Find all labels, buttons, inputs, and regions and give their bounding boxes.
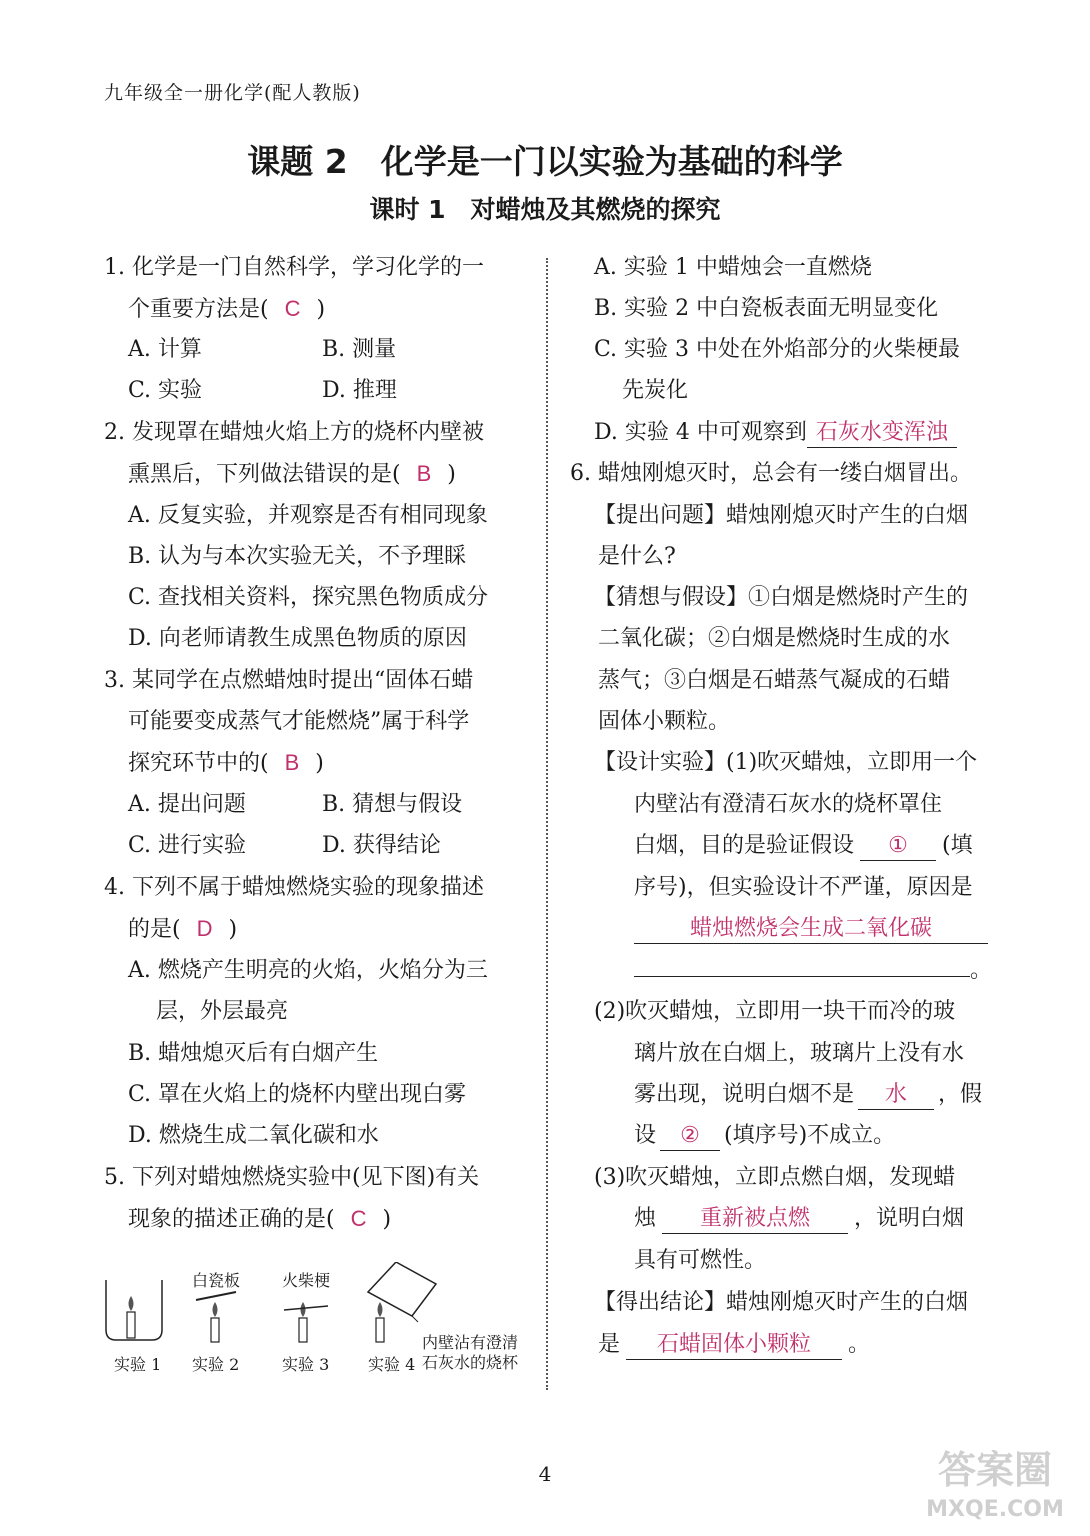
question-text: 个重要方法是( C ): [128, 296, 326, 322]
section-question-cont: 是什么?: [598, 544, 676, 569]
label-beaker-2: 石灰水的烧杯: [422, 1353, 519, 1372]
section-design: 【设计实验】(1)吹灭蜡烛，立即用一个: [594, 750, 978, 775]
section-question: 【提出问题】蜡烛刚熄灭时产生的白烟: [594, 503, 969, 528]
label-exp-1: 实验 1: [114, 1355, 162, 1374]
section-design-cont: 内壁沾有澄清石灰水的烧杯罩住: [634, 792, 943, 817]
label-beaker-1: 内壁沾有澄清: [422, 1333, 519, 1352]
answer: B: [284, 750, 300, 775]
answer: C: [284, 296, 301, 321]
option-b: B. 蜡烛熄灭后有白烟产生: [128, 1041, 379, 1066]
answer-blank: 石蜡固体小颗粒: [626, 1331, 842, 1360]
option-b: B. 测量: [322, 337, 397, 362]
watermark-logo: 答案圈 MXQE.COM: [926, 1448, 1064, 1522]
question-text: 3. 某同学在点燃蜡烛时提出“固体石蜡: [104, 668, 474, 693]
section-design-cont: 序号)，但实验设计不严谨，原因是: [634, 875, 973, 900]
part-2-cont: 设 ② (填序号)不成立。: [634, 1121, 895, 1151]
answer-blank: 蜡烛燃烧会生成二氧化碳: [634, 915, 988, 944]
lesson-subtitle: 课时 1 对蜡烛及其燃烧的探究: [369, 195, 721, 224]
section-design-cont: 白烟，目的是验证假设 ① (填: [634, 831, 973, 861]
lesson-title: 课题 2 化学是一门以实验为基础的科学: [247, 142, 843, 181]
answer: B: [416, 461, 432, 486]
option-a-cont: 层，外层最亮: [156, 999, 289, 1024]
question-text: 的是( D ): [128, 916, 238, 942]
option-c: C. 进行实验: [128, 833, 247, 858]
question-text: 熏黑后，下列做法错误的是( B ): [128, 461, 456, 487]
option-a: A. 燃烧产生明亮的火焰，火焰分为三: [128, 958, 488, 983]
option-d: D. 实验 4 中可观察到 石灰水变浑浊: [594, 418, 957, 448]
option-c: C. 实验: [128, 378, 203, 403]
option-a: A. 提出问题: [128, 792, 246, 817]
question-text: 探究环节中的( B ): [128, 750, 324, 776]
page-header: 九年级全一册化学(配人教版): [104, 82, 361, 104]
answer-blank: 石灰水变浑浊: [807, 419, 957, 448]
answer-blank: 重新被点燃: [662, 1205, 848, 1234]
answer-blank: [634, 976, 970, 977]
experiment-figure: [96, 1262, 536, 1376]
question-text: 1. 化学是一门自然科学，学习化学的一: [104, 255, 484, 280]
section-hypothesis-cont: 蒸气；③白烟是石蜡蒸气凝成的石蜡: [598, 668, 951, 693]
option-d: D. 推理: [322, 378, 397, 403]
option-c-cont: 先炭化: [622, 378, 689, 403]
part-3-cont: 烛 重新被点燃 ，说明白烟: [634, 1204, 964, 1234]
question-text: 2. 发现罩在蜡烛火焰上方的烧杯内壁被: [104, 420, 484, 445]
part-2-cont: 雾出现，说明白烟不是 水 ，假: [634, 1080, 982, 1110]
option-b: B. 实验 2 中白瓷板表面无明显变化: [594, 296, 939, 321]
answer-blank: ②: [660, 1122, 720, 1151]
answer-blank: 水: [858, 1081, 934, 1110]
section-hypothesis-cont: 固体小颗粒。: [598, 709, 731, 734]
section-hypothesis: 【猜想与假设】①白烟是燃烧时产生的: [594, 585, 969, 610]
section-conclusion-cont: 是 石蜡固体小颗粒 。: [598, 1330, 870, 1360]
label-exp-3: 实验 3: [282, 1355, 330, 1374]
label-plate: 白瓷板: [192, 1271, 241, 1290]
option-b: B. 认为与本次实验无关，不予理睬: [128, 544, 467, 569]
section-conclusion: 【得出结论】蜡烛刚熄灭时产生的白烟: [594, 1290, 969, 1315]
question-text: 可能要变成蒸气才能燃烧”属于科学: [128, 709, 470, 734]
page-number: 4: [538, 1462, 552, 1486]
label-exp-4: 实验 4: [368, 1355, 416, 1374]
answer: D: [196, 916, 213, 941]
answer: C: [350, 1206, 367, 1231]
option-c: C. 罩在火焰上的烧杯内壁出现白雾: [128, 1082, 467, 1107]
section-hypothesis-cont: 二氧化碳；②白烟是燃烧时生成的水: [598, 626, 951, 651]
option-c: C. 查找相关资料，探究黑色物质成分: [128, 585, 489, 610]
option-b: B. 猜想与假设: [322, 792, 463, 817]
question-text: 5. 下列对蜡烛燃烧实验中(见下图)有关: [104, 1165, 480, 1190]
part-3: (3)吹灭蜡烛，立即点燃白烟，发现蜡: [594, 1165, 956, 1190]
part-3-cont: 具有可燃性。: [634, 1248, 767, 1273]
question-text: 4. 下列不属于蜡烛燃烧实验的现象描述: [104, 875, 484, 900]
question-text: 6. 蜡烛刚熄灭时，总会有一缕白烟冒出。: [570, 461, 972, 486]
option-d: D. 获得结论: [322, 833, 441, 858]
option-a: A. 反复实验，并观察是否有相同现象: [128, 503, 488, 528]
part-2: (2)吹灭蜡烛，立即用一块干而冷的玻: [594, 999, 956, 1024]
option-d: D. 向老师请教生成黑色物质的原因: [128, 626, 467, 651]
question-text: 现象的描述正确的是( C ): [128, 1206, 392, 1232]
option-a: A. 计算: [128, 337, 202, 362]
option-d: D. 燃烧生成二氧化碳和水: [128, 1123, 379, 1148]
answer-line: 。: [634, 956, 992, 986]
answer-line: [634, 914, 988, 944]
answer-blank: ①: [860, 832, 936, 861]
label-exp-2: 实验 2: [192, 1355, 240, 1374]
part-2-cont: 璃片放在白烟上，玻璃片上没有水: [634, 1041, 965, 1066]
option-c: C. 实验 3 中处在外焰部分的火柴梗最: [594, 337, 961, 362]
column-divider: [546, 258, 548, 1390]
label-match: 火柴梗: [282, 1271, 331, 1290]
option-a: A. 实验 1 中蜡烛会一直燃烧: [594, 255, 872, 280]
